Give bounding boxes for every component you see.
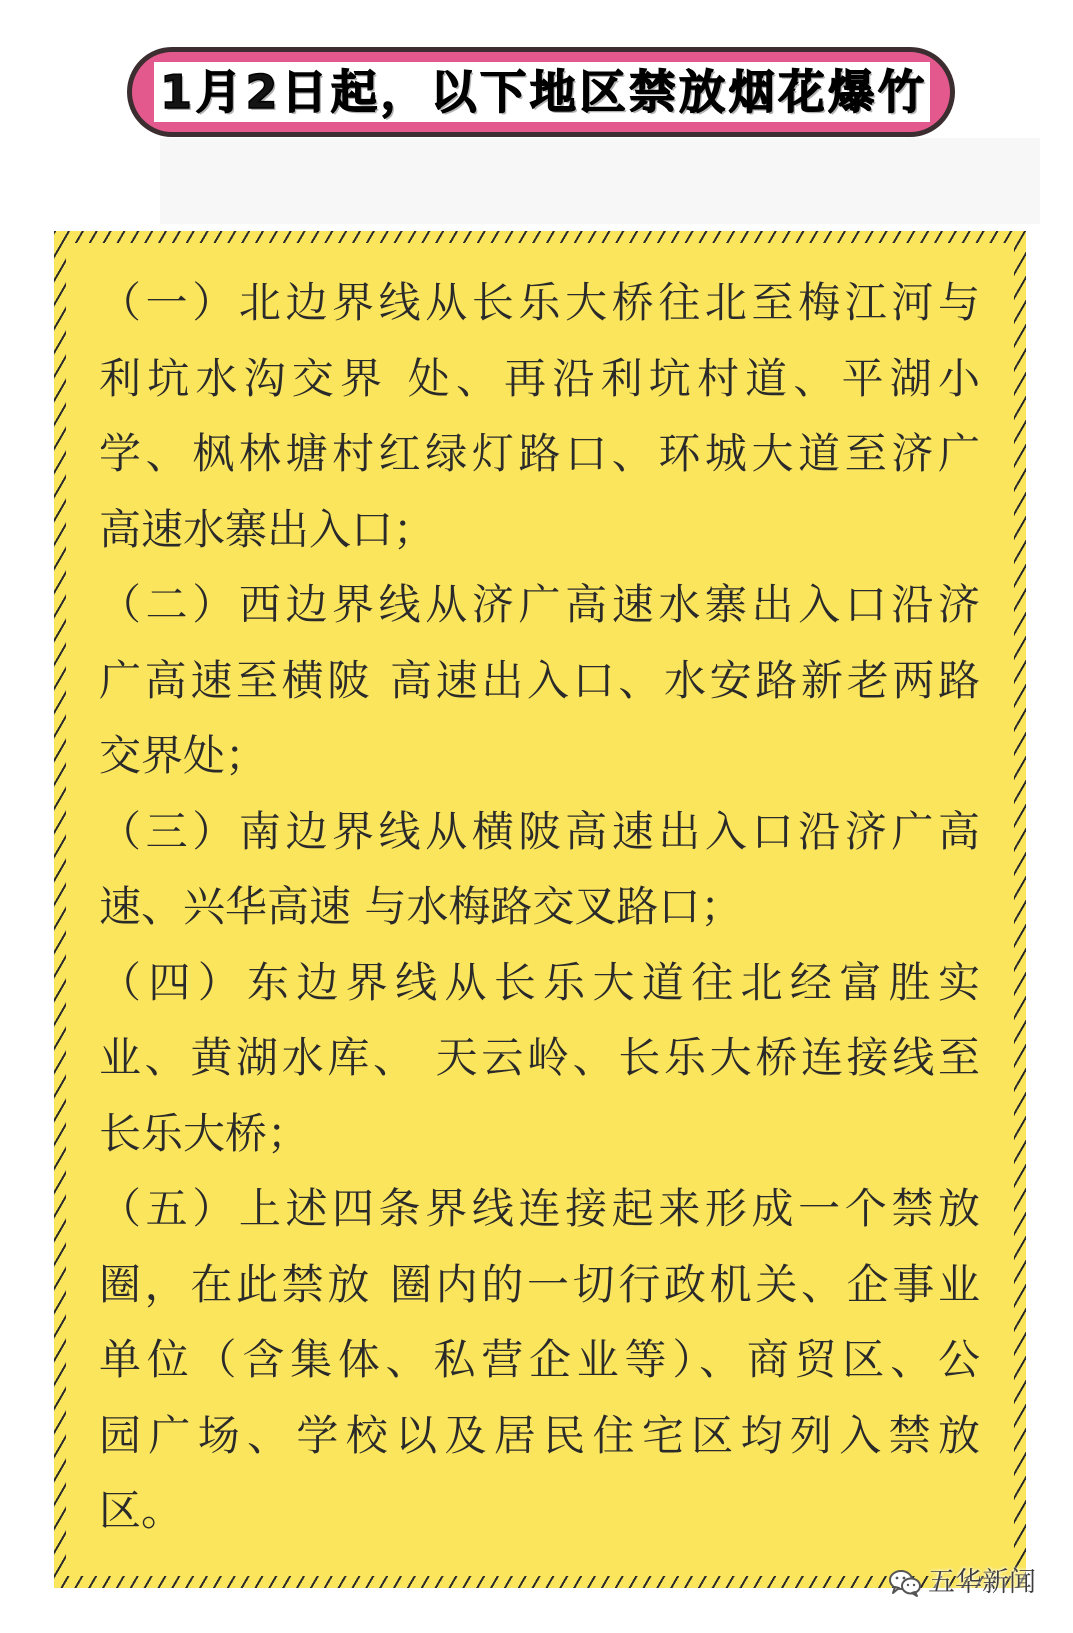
text-line: 业、黄湖水库、 天云岭、长乐大桥连接线至 bbox=[99, 1033, 980, 1082]
text-line: （一）北边界线从长乐大桥往北至梅江河与 bbox=[99, 278, 980, 327]
text-line: （五）上述四条界线连接起来形成一个禁放 bbox=[99, 1184, 980, 1233]
text-line: 区。 bbox=[99, 1486, 184, 1535]
header-shade bbox=[160, 138, 1040, 224]
notice-panel bbox=[54, 231, 1026, 1588]
page-title: 1月2日起，以下地区禁放烟花爆竹 bbox=[160, 65, 924, 119]
text-line: 速、兴华高速 与水梅路交叉路口； bbox=[99, 882, 743, 931]
paragraph-1 bbox=[99, 265, 980, 567]
paragraph-4 bbox=[99, 945, 980, 1172]
watermark bbox=[888, 1563, 1036, 1603]
title-text-box bbox=[154, 62, 930, 122]
text-line: 长乐大桥； bbox=[99, 1108, 310, 1158]
paragraph-2 bbox=[99, 567, 980, 794]
text-line: （三）南边界线从横陂高速出入口沿济广高 bbox=[99, 806, 980, 856]
title-banner bbox=[127, 47, 955, 137]
paragraph-3 bbox=[99, 794, 980, 945]
notice-panel-body bbox=[66, 243, 1014, 1576]
paragraph-5 bbox=[99, 1171, 980, 1549]
text-line: 单位（含集体、私营企业等）、商贸区、公 bbox=[99, 1335, 980, 1384]
text-line: （四）东边界线从长乐大道往北经富胜实 bbox=[99, 957, 980, 1007]
text-line: （二）西边界线从济广高速水寨出入口沿济 bbox=[99, 580, 980, 629]
text-line: 园广场、学校以及居民住宅区均列入禁放 bbox=[99, 1410, 980, 1460]
text-line: 交界处； bbox=[99, 731, 268, 780]
text-line: 广高速至横陂 高速出入口、水安路新老两路 bbox=[99, 655, 980, 705]
watermark-text: 五华新闻 bbox=[928, 1567, 1036, 1598]
text-line: 学、枫林塘村红绿灯路口、环城大道至济广 bbox=[99, 429, 980, 478]
text-line: 高速水寨出入口； bbox=[99, 504, 436, 554]
wechat-icon bbox=[888, 1568, 922, 1598]
text-line: 利坑水沟交界 处、再沿利坑村道、平湖小 bbox=[99, 353, 980, 403]
text-line: 圈，在此禁放 圈内的一切行政机关、企事业 bbox=[99, 1259, 980, 1309]
